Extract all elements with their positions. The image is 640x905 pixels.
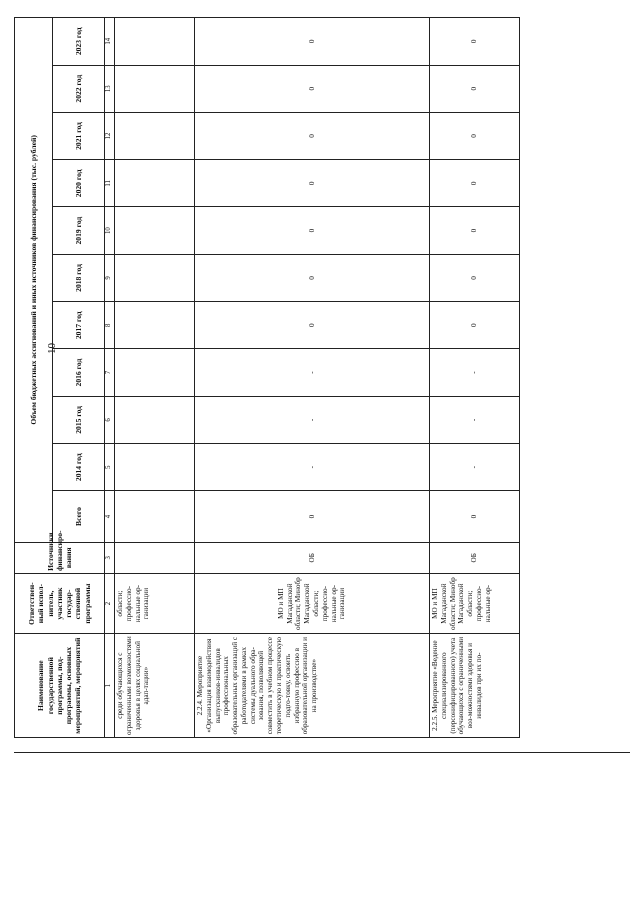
column-number: 10	[105, 207, 115, 254]
column-number: 5	[105, 444, 115, 491]
financing-table	[14, 17, 520, 738]
header-year: 2017 год	[53, 302, 105, 349]
row-value: -	[195, 444, 430, 491]
header-year: 2023 год	[53, 18, 105, 66]
row-value: -	[430, 444, 520, 491]
row-value	[115, 112, 195, 159]
column-number: 11	[105, 160, 115, 207]
row-value: -	[430, 349, 520, 396]
row-value: -	[195, 349, 430, 396]
row-value	[115, 207, 195, 254]
row-responsible: МО и МП Магаданской области; Минобр Магаданской области; профессио-нальные ор-ганизации	[195, 573, 430, 633]
row-value	[115, 349, 195, 396]
column-number: 6	[105, 396, 115, 443]
rotated-table-container	[14, 17, 492, 738]
row-value: 0	[430, 302, 520, 349]
table-row	[430, 18, 520, 738]
header-year: 2014 год	[53, 444, 105, 491]
column-number: 3	[105, 542, 115, 573]
row-value: 0	[195, 160, 430, 207]
row-source: ОБ	[195, 542, 430, 573]
column-number: 8	[105, 302, 115, 349]
row-value: 0	[195, 18, 430, 66]
row-value: 0	[195, 302, 430, 349]
row-source: ОБ	[430, 542, 520, 573]
row-responsible: области; профессио-нальные ор-ганизации	[115, 573, 195, 633]
row-value	[115, 18, 195, 66]
header-volume: Объем бюджетных ассигнований и иных источников финансирования (тыс. рублей)	[15, 18, 53, 543]
row-value: 0	[430, 491, 520, 542]
header-responsible: Ответствен-ный испол-нитель, участник государ-ственной программы	[15, 573, 105, 633]
row-value: 0	[195, 207, 430, 254]
column-number: 2	[105, 573, 115, 633]
row-name: среди обучающихся с ограниченными возможностями здоровья в целях социальной адап-тации»	[115, 634, 195, 738]
row-value: 0	[430, 254, 520, 301]
row-value: -	[195, 396, 430, 443]
page-number: 10	[46, 343, 58, 354]
row-value: 0	[195, 491, 430, 542]
table-row	[195, 18, 430, 738]
header-year: 2019 год	[53, 207, 105, 254]
column-number: 9	[105, 254, 115, 301]
column-number: 1	[105, 634, 115, 738]
column-number: 4	[105, 491, 115, 542]
row-value	[115, 65, 195, 112]
row-value: 0	[430, 112, 520, 159]
column-number: 7	[105, 349, 115, 396]
row-value	[115, 254, 195, 301]
header-total: Всего	[53, 491, 105, 542]
row-value: 0	[195, 254, 430, 301]
row-value: 0	[195, 65, 430, 112]
header-year: 2022 год	[53, 65, 105, 112]
row-value: 0	[430, 207, 520, 254]
row-value: 0	[430, 65, 520, 112]
row-name: 2.2.4. Мероприятие «Организация взаимодействия выпускников-инвалидов профессиональных образовательных организаций с работодателями в рамках системы дуального обра-зования, позволяющей совместить в учебном процессе теоретическую и практическую подго-товку, освоить избранную профессию в образовательной организации и на производстве»	[195, 634, 430, 738]
row-responsible: МО и МП Магаданской области; Минобр Магаданской области; профессио-нальные ор-	[430, 573, 520, 633]
row-value	[115, 444, 195, 491]
column-number: 12	[105, 112, 115, 159]
row-value	[115, 302, 195, 349]
row-name: 2.2.5. Мероприятие «Ведение специализированного (персонифицированного) учета обучающихся с ограниченными воз-можностями здоровья и инвалидов при их по-	[430, 634, 520, 738]
table-row	[115, 18, 195, 738]
row-value: -	[430, 396, 520, 443]
row-value	[115, 160, 195, 207]
row-value	[115, 491, 195, 542]
header-year: 2015 год	[53, 396, 105, 443]
header-source: Источники финансиро-вания	[15, 542, 105, 573]
column-number: 14	[105, 18, 115, 66]
row-value: 0	[430, 160, 520, 207]
column-number: 13	[105, 65, 115, 112]
header-name: Наименование государственной программы, под-программы, основных мероприятий, мероприятий	[15, 634, 105, 738]
header-year: 2016 год	[53, 349, 105, 396]
header-year: 2018 год	[53, 254, 105, 301]
row-value: 0	[195, 112, 430, 159]
page-divider-line	[14, 752, 630, 753]
header-year: 2021 год	[53, 112, 105, 159]
row-value: 0	[430, 18, 520, 66]
header-year: 2020 год	[53, 160, 105, 207]
row-value	[115, 396, 195, 443]
row-source	[115, 542, 195, 573]
